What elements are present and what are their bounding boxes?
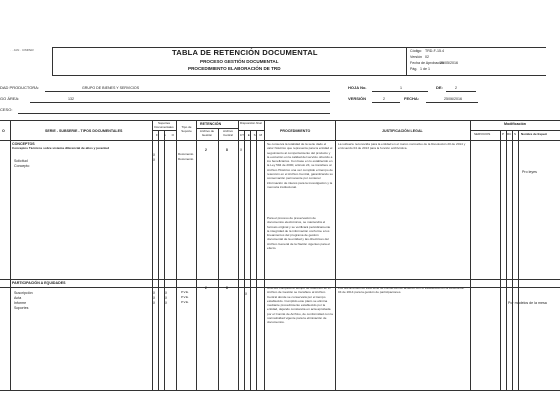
col-header-code: O [2,129,5,133]
table-top-border [0,120,560,121]
area-value: 132 [68,97,74,101]
mod-col-servicios: SERVICIOS [474,132,491,136]
fecha-label: FECHA: [404,96,420,101]
col-divider [238,120,239,390]
disp-col-m: M [259,133,263,137]
unit-underline [45,91,330,92]
col-divider [176,120,177,390]
process-name: PROCESO GESTIÓN DOCUMENTAL [200,59,279,64]
justificacion-text: Los documentos de esta serie se conservan de acuerdo con lo establecido en la Resolución 04 de 2014 para la gestión de participaciones. [338,286,465,295]
col-divider [218,128,219,390]
mod-col-rc: RC [507,132,512,136]
col-header-series: SERIE - SUBSERIE - TIPOS DOCUMENTALES [45,129,123,133]
col-header-archivo-central: Archivo Central [222,129,233,137]
soporte-mark: X [153,158,156,162]
area-label: GO ÁREA: [0,96,20,101]
col-divider [506,130,507,390]
hoja-value: 1 [400,86,402,90]
logo-text: · · JAN · CIMPER [10,48,34,52]
meta-version-value: 2 [383,97,385,101]
mod-col-s: S [514,132,517,136]
subheader-line [152,130,176,131]
tipo-soporte-value: Documento [178,157,194,161]
col-divider [335,120,336,390]
justificacion-text: La subserie reconocida para la entidad en el marco normativo de la Resolución 20 de 2014 y el Acuerdo 04 de 2013 para la función archivística. [338,142,466,151]
disposicion-mark: X [245,292,248,296]
disp-col-s: S [253,133,256,137]
process-underline [18,113,330,114]
approval-label: Fecha de Aprobación [410,61,444,65]
disp-col-ct: CT [239,133,244,137]
row-item: Acta [14,296,22,300]
de-label: DE: [436,85,443,90]
col-divider [500,130,501,390]
observacion-text: Pro leyes [522,170,537,174]
procedure-name: PROCEDIMIENTO ELABORACIÓN DE TRD [188,66,281,71]
unit-value: GRUPO DE BIENES Y SERVICIOS [82,86,140,90]
soporte-col-f: F [155,133,158,137]
archivo-central-value: 8 [226,148,228,152]
col-header-tipo-soporte: Tipo de Soporte [181,125,192,133]
soporte-col-e: E [163,133,166,137]
page-value: 1 de 1 [420,67,430,71]
subheader-line [238,130,264,131]
fecha-value: 25/06/2016 [444,97,462,101]
header-divider [406,47,407,75]
col-divider [196,120,197,390]
approval-value: 25/05/2016 [440,61,458,65]
tipo-soporte-value: P.V.E. [181,290,189,294]
procedimiento-text: Se conserva la totalidad de la serie dado el valor histórico que representa para la entidad el seguimiento al comportamiento del producto y la evolución en la calidad del servicio ofrecido a los beneficiarios. Con base en lo establecido en la Ley 594 de 2000, artículo 24, se transfiere al Archivo Histórico una vez cumplido el tiempo de retención en el Archivo Central, garantizando su conservación permanente por contener información de interés para la investigación y la memoria institucional. [267,142,333,189]
soporte-mark: X [153,291,156,295]
process-label: CESO: [0,107,13,112]
hoja-label: HOJA No. [348,85,367,90]
procedimiento-text: Una vez cumplido el tiempo de retención en el Archivo de Gestión se transfiere al Archivo Central donde se conservará por el tiempo establecido. Cumplido este plazo se elimina mediante procedimiento establecido por la entidad, dejando constancia en acta aprobada por el Comité de Archivo, de conformidad con la normatividad vigente para la eliminación de documentos. [267,286,333,325]
col-header-disposicion: Disposición final [240,121,262,125]
col-header-archivo-gestion: Archivo de Gestión [199,129,215,137]
de-value: 2 [455,86,457,90]
header-bottom-border [52,75,546,76]
version-label: Versión [410,55,422,59]
col-divider [247,130,251,390]
subheader-line [470,130,560,131]
code-value: TRD-F-15.4 [425,49,444,53]
row-item: Concepto [14,164,30,168]
document-title: TABLA DE RETENCIÓN DOCUMENTAL [172,48,318,57]
hoja-underline [372,91,428,92]
version-underline [372,102,400,103]
col-header-procedimiento: PROCEDIMIENTO [280,129,311,133]
code-label: Código [410,49,422,53]
meta-version-label: VERSIÓN [348,96,367,101]
archivo-central-value: 8 [226,286,228,290]
row-subseries: Conceptos Técnicos sobre sistema diferencial de altos y juventud [12,146,110,150]
soporte-mark: X [153,153,156,157]
soporte-mark: X [165,291,168,295]
soporte-mark: X [165,296,168,300]
row-item: Suscripción [14,291,33,295]
col-divider [155,130,159,390]
tipo-soporte-value: P.V.E. [181,300,189,304]
col-divider [164,130,168,390]
col-divider [470,120,471,390]
soporte-mark: X [153,301,156,305]
version-value: 02 [425,55,429,59]
page-label: Pág. [410,67,418,71]
mod-col-nombre: Nombre de Especi [521,132,548,136]
procedimiento-text: Para el proceso de preservación de documentos electrónicos, se mantendrá el formato original y se verificará periódicamente la integridad de la información conforme a los lineamientos del programa de gestión documental de la entidad y las directrices del Archivo General de la Nación vigentes para el efecto. [267,216,331,251]
table-header-bottom [0,140,560,141]
observacion-text: Por modelos de la mesa [508,301,547,305]
soporte-subcols [153,134,177,138]
soporte-col-o: O [171,133,174,137]
header-left-border [52,47,53,75]
col-divider [253,130,257,390]
table-bottom-border [0,390,560,391]
soporte-mark: X [153,296,156,300]
tipo-soporte-value: P.V.E. [181,295,189,299]
col-header-justificacion: JUSTIFICACIÓN LEGAL [382,129,423,133]
col-divider [264,120,265,390]
soporte-mark: X [165,301,168,305]
row-item: Soportes [14,306,29,310]
col-divider [10,120,11,390]
area-underline [30,102,330,103]
archivo-gestion-value: 2 [205,148,207,152]
disposicion-subcols [238,134,264,138]
col-divider [512,130,513,390]
tipo-soporte-value: Documento [178,152,194,156]
row-separator [0,279,560,280]
de-underline [446,91,476,92]
fecha-underline [426,102,478,103]
disp-col-e: E [247,133,250,137]
col-divider [244,130,248,390]
row-series: PARTICIPACIÓN A EQUIDADES [12,281,66,285]
archivo-gestion-value: 2 [205,286,207,290]
mod-col-p: P [502,132,505,136]
row-series: CONCEPTOS [12,142,35,146]
col-divider [518,130,519,390]
col-header-retencion: RETENCIÓN [200,122,222,126]
row-item: Informe [14,301,27,305]
disposicion-mark: X [240,148,243,152]
unit-label: DAD PRODUCTORA: [0,85,40,90]
col-header-modificacion: Modificación [504,122,526,126]
col-header-soportes: Soportes Documentales [154,121,174,129]
row-item: Solicitud [14,159,28,163]
